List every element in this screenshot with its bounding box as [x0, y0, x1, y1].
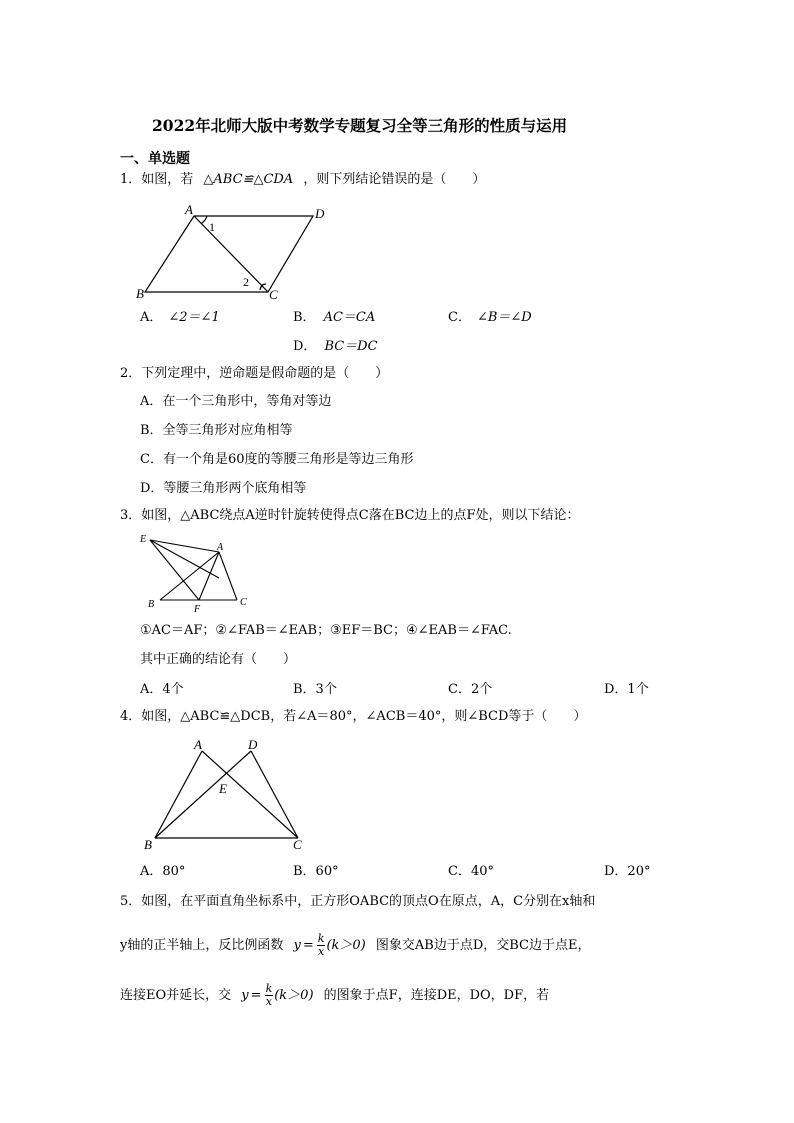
section-heading: 一、单选题: [120, 151, 190, 167]
q3-label-b: B: [148, 599, 155, 610]
q1-stem-math: △ABC≌△CDA: [203, 172, 294, 187]
q3-option-c[interactable]: C．2个: [448, 682, 493, 697]
q4-option-d[interactable]: D．20°: [604, 864, 651, 879]
q1-stem: [120, 172, 485, 188]
q5-line-3: 连接EO并延长，交 y = $\frac{k}{x}$ (k＞0) 的图象于点F，连接DE，DO，DF，若: [120, 982, 550, 1008]
q3-label-e: E: [140, 534, 147, 545]
q2-option-c[interactable]: C．有一个角是60度的等腰三角形是等边三角形: [140, 452, 414, 467]
q4-label-c: C: [293, 837, 302, 852]
q4-stem: 4．如图，△ABC≌△DCB，若∠A＝80°，∠ACB＝40°，则∠BCD等于（ ）: [120, 709, 587, 724]
q3-option-d[interactable]: D．1个: [604, 682, 649, 697]
q3-option-a[interactable]: A．4个: [140, 682, 184, 697]
q3-stem: 3．如图，△ABC绕点A逆时针旋转使得点C落在BC边上的点F处，则以下结论：: [120, 508, 580, 523]
q1-label-b: B: [136, 286, 144, 301]
q1-label-a: A: [185, 202, 193, 217]
q1-stem-pre: 1．如图，若: [120, 172, 194, 187]
q1-angle-2: 2: [243, 275, 249, 289]
q3-label-f: F: [194, 604, 201, 615]
q1-option-b[interactable]: B． AC＝CA: [293, 310, 376, 325]
page-title: 2022年北师大版中考数学专题复习全等三角形的性质与运用: [152, 116, 568, 135]
q4-figure: [140, 735, 320, 850]
q5-function-2: y = $\frac{k}{x}$ (k＞0): [241, 982, 314, 1008]
q5-line-1: 5．如图，在平面直角坐标系中，正方形OABC的顶点O在原点，A，C分别在x轴和: [120, 894, 596, 909]
q3-figure: [138, 532, 258, 615]
q1-option-d[interactable]: D． BC＝DC: [293, 339, 378, 354]
q2-option-a[interactable]: A．在一个三角形中，等角对等边: [140, 394, 332, 409]
q3-option-b[interactable]: B．3个: [293, 682, 337, 697]
q3-label-a: A: [217, 542, 224, 553]
q4-label-b: B: [144, 837, 152, 852]
q1-label-d: D: [315, 206, 325, 221]
q1-option-a[interactable]: A． ∠2＝∠1: [140, 310, 220, 325]
q2-option-b[interactable]: B．全等三角形对应角相等: [140, 423, 293, 438]
q1-angle-1: 1: [209, 220, 215, 234]
q1-stem-post: ，则下列结论错误的是（ ）: [303, 172, 486, 187]
q4-option-a[interactable]: A．80°: [140, 864, 186, 879]
q1-figure: [130, 200, 340, 300]
q5-line-2: y轴的正半轴上，反比例函数 y = $\frac{k}{x}$ (k＞0) 图象交AB边于点D，交BC边于点E，: [120, 932, 591, 958]
q1-option-c[interactable]: C． ∠B＝∠D: [448, 310, 532, 325]
q3-label-c: C: [240, 597, 247, 608]
q4-label-a: A: [194, 737, 202, 752]
q4-label-e: E: [219, 781, 227, 796]
q3-conclusions: ①AC＝AF；②∠FAB＝∠EAB；③EF＝BC；④∠EAB＝∠FAC.: [140, 623, 512, 638]
q4-option-c[interactable]: C．40°: [448, 864, 494, 879]
q4-label-d: D: [248, 737, 258, 752]
q2-stem: 2．下列定理中，逆命题是假命题的是（ ）: [120, 366, 389, 381]
q4-option-b[interactable]: B．60°: [293, 864, 339, 879]
q3-question: 其中正确的结论有（ ）: [140, 652, 297, 667]
q5-function-1: y = $\frac{k}{x}$ (k＞0): [293, 932, 366, 958]
q1-label-c: C: [269, 287, 278, 302]
q2-option-d[interactable]: D．等腰三角形两个底角相等: [140, 481, 307, 496]
